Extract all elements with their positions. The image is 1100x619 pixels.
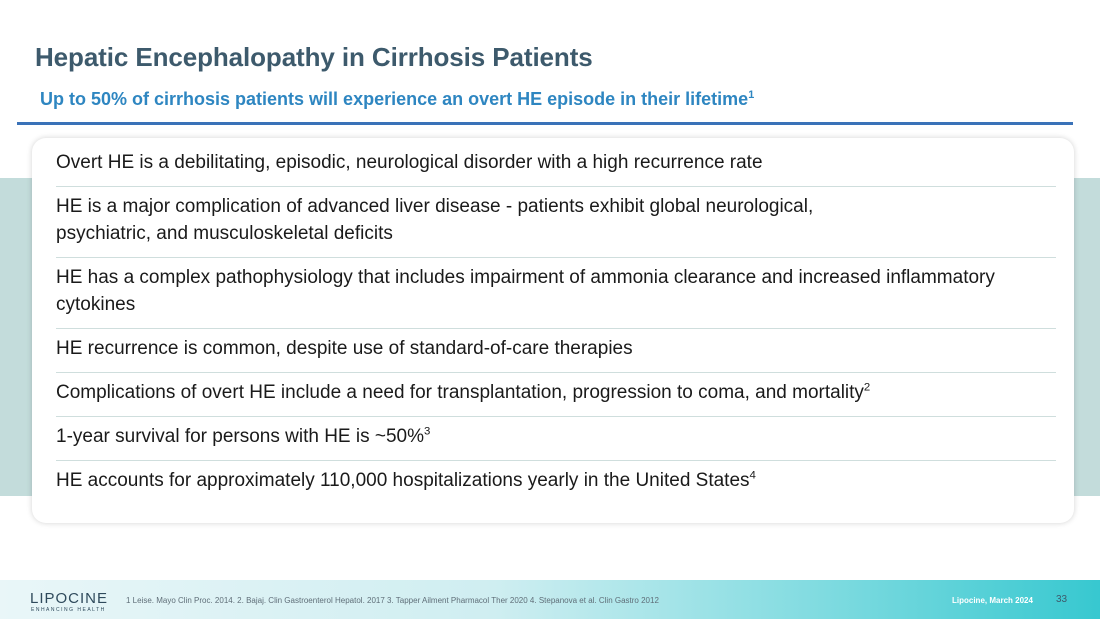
- footnote-marker: 4: [749, 469, 756, 482]
- bullet-text: 1-year survival for persons with HE is ~50%: [56, 426, 425, 447]
- bullet-list: [56, 143, 1056, 504]
- bullet-item: [56, 329, 1056, 373]
- bullet-text: HE recurrence is common, despite use of standard-of-care therapies: [56, 338, 633, 359]
- footnote-marker: 2: [863, 381, 871, 394]
- bullet-item: [56, 417, 1056, 461]
- footnote-marker: 3: [424, 425, 431, 438]
- bullet-text: HE has a complex pathophysiology that includes impairment of ammonia clearance and increased inflammatory cytokines: [56, 267, 995, 315]
- bullet-text: HE is a major complication of advanced liver disease - patients exhibit global neurological, psychiatric, and musculoskeletal deficits: [56, 196, 814, 244]
- subtitle-footnote-marker: 1: [748, 89, 755, 101]
- bullet-item: [56, 258, 1056, 329]
- title-divider: [17, 122, 1073, 125]
- bullet-item: [56, 187, 1056, 258]
- bullet-item: [56, 461, 1056, 504]
- bullet-item: [56, 373, 1056, 417]
- bullet-item: [56, 143, 1056, 187]
- subtitle-text: Up to 50% of cirrhosis patients will experience an overt HE episode in their lifetime: [40, 89, 749, 109]
- slide-subtitle: [40, 89, 754, 110]
- page-number: 33: [1056, 594, 1068, 605]
- presentation-date: Lipocine, March 2024: [952, 596, 1033, 605]
- references: 1 Leise. Mayo Clin Proc. 2014. 2. Bajaj. Clin Gastroenterol Hepatol. 2017 3. Tapper Ailment Pharmacol Ther 2020 4. Stepanova et al. Clin Gastro 2012: [126, 596, 659, 605]
- bullet-text: Overt HE is a debilitating, episodic, neurological disorder with a high recurrence rate: [56, 152, 763, 173]
- bullet-text: Complications of overt HE include a need for transplantation, progression to coma, and mortality: [56, 382, 864, 403]
- company-logo: LIPOCINE: [30, 590, 109, 607]
- logo-tagline: ENHANCING HEALTH: [31, 607, 106, 613]
- slide-title: Hepatic Encephalopathy in Cirrhosis Patients: [35, 42, 593, 72]
- bullet-text: HE accounts for approximately 110,000 hospitalizations yearly in the United States: [56, 470, 750, 491]
